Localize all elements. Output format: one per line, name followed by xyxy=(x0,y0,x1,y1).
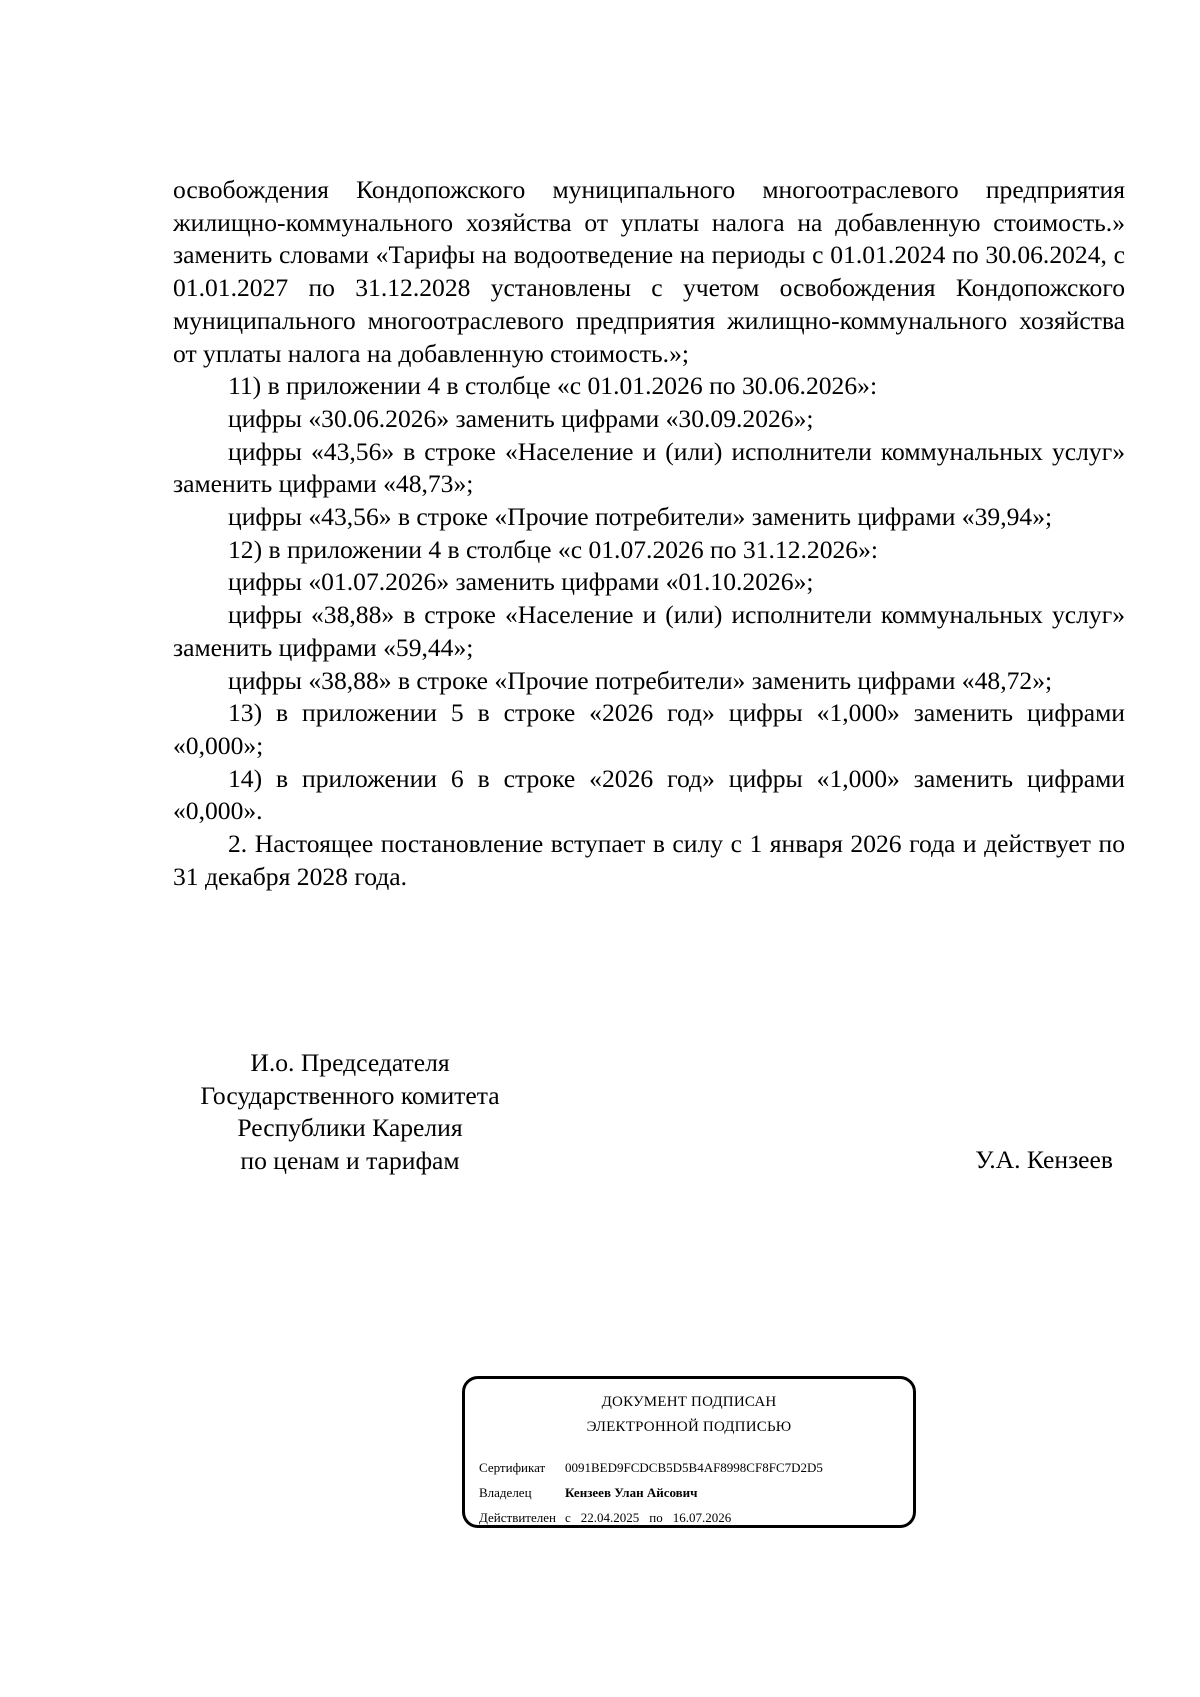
paragraph-item-12-dates: цифры «01.07.2026» заменить цифрами «01.10.2026»; xyxy=(228,567,814,597)
stamp-valid-from-prefix: с xyxy=(565,1510,571,1525)
stamp-valid-from: 22.04.2025 xyxy=(580,1510,640,1525)
stamp-heading-line: ЭЛЕКТРОННОЙ ПОДПИСЬЮ xyxy=(586,1419,792,1435)
paragraph-item-11-population: цифры «43,56» в строке «Население и (или) исполнители коммунальных услуг» заменить цифрами «48,73»; xyxy=(173,436,1125,499)
electronic-signature-stamp xyxy=(462,1376,916,1528)
paragraph-item-13: 13) в приложении 5 в строке «2026 год» цифры «1,000» заменить цифрами «0,000»; xyxy=(173,698,1125,760)
signatory-title-line: по ценам и тарифам xyxy=(240,1145,460,1175)
stamp-owner-row xyxy=(479,1485,698,1501)
stamp-valid-to-prefix: по xyxy=(649,1510,663,1525)
stamp-certificate-value: 0091BED9FCDCB5D5B4AF8998CF8FC7D2D5 xyxy=(565,1460,823,1475)
signatory-name: У.А. Кензеев xyxy=(975,1145,1113,1174)
paragraph-continuation: освобождения Кондопожского муниципального многоотраслевого предприятия жилищно-коммунального хозяйства от уплаты налога на добавленную стоимость.» заменить словами «Тарифы на водоотведение на периоды с 01.01.2024 по 30.06.2024, с 01.01.2027 по 31.12.2028 установлены с учетом освобождения Кондопожского муниципального многоотраслевого предприятия жилищно-коммунального хозяйства от уплаты налога на добавленную стоимость.»; xyxy=(173,175,1125,368)
paragraph-item-12-other: цифры «38,88» в строке «Прочие потребители» заменить цифрами «48,72»; xyxy=(228,665,1053,695)
stamp-certificate-row xyxy=(479,1460,823,1476)
paragraph-item-12: 12) в приложении 4 в столбце «с 01.07.2026 по 31.12.2026»: xyxy=(228,534,879,564)
signatory-title-line: Республики Карелия xyxy=(237,1113,463,1142)
document-body xyxy=(173,174,1125,893)
stamp-owner-value: Кензеев Улан Айсович xyxy=(565,1485,698,1500)
paragraph-item-11-other: цифры «43,56» в строке «Прочие потребители» заменить цифрами «39,94»; xyxy=(228,502,1053,532)
stamp-heading xyxy=(465,1390,913,1440)
paragraph-effective-date: 2. Настоящее постановление вступает в силу с 1 января 2026 года и действует по 31 декабря 2028 года. xyxy=(173,829,1125,891)
stamp-valid-to: 16.07.2026 xyxy=(672,1510,732,1525)
paragraph-item-12-population: цифры «38,88» в строке «Население и (или) исполнители коммунальных услуг» заменить цифрами «59,44»; xyxy=(173,600,1125,662)
paragraph-item-14: 14) в приложении 6 в строке «2026 год» цифры «1,000» заменить цифрами «0,000». xyxy=(173,763,1125,826)
stamp-heading-line: ДОКУМЕНТ ПОДПИСАН xyxy=(601,1394,777,1410)
signatory-title xyxy=(170,1047,530,1177)
stamp-validity-label: Действителен xyxy=(479,1510,556,1525)
paragraph-item-11: 11) в приложении 4 в столбце «с 01.01.2026 по 30.06.2026»: xyxy=(228,371,878,401)
stamp-certificate-label: Сертификат xyxy=(479,1460,546,1475)
stamp-owner-label: Владелец xyxy=(479,1485,532,1500)
signatory-title-line: И.о. Председателя xyxy=(250,1048,450,1077)
signatory-title-line: Государственного комитета xyxy=(200,1080,500,1110)
stamp-validity-row xyxy=(479,1510,731,1526)
paragraph-item-11-dates: цифры «30.06.2026» заменить цифрами «30.09.2026»; xyxy=(228,403,814,433)
